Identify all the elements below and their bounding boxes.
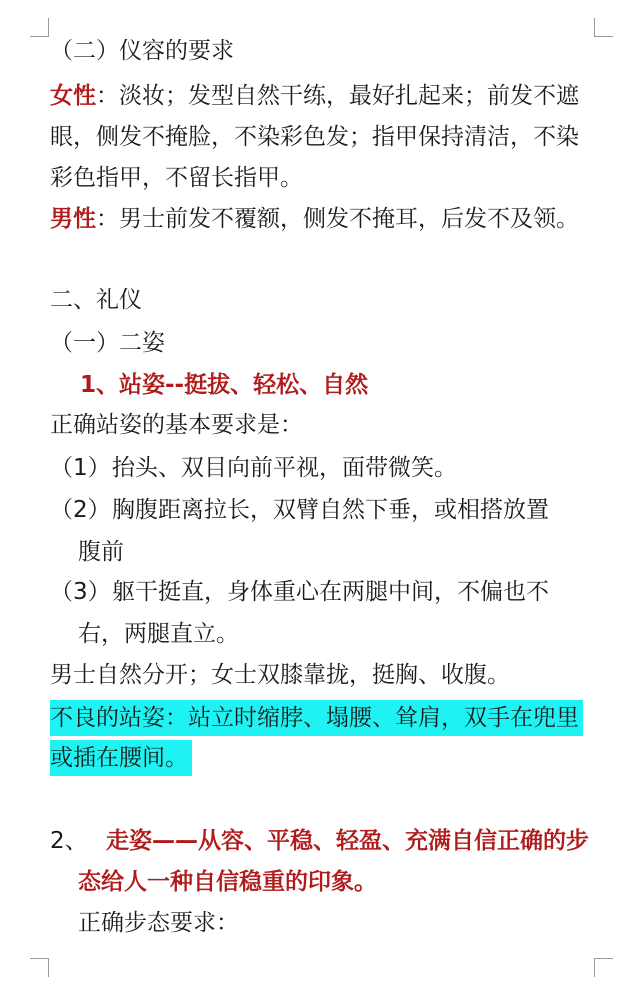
female-line-1 xyxy=(50,81,579,111)
list-item-1-text: 抬头、双目向前平视，面带微笑。 xyxy=(112,455,457,481)
bad-posture-highlight-1: 不良的站姿：站立时缩脖、塌腰、耸肩，双手在兜里 xyxy=(50,700,583,736)
crop-mark-bottom-left xyxy=(30,958,49,977)
list-item-3 xyxy=(50,577,549,607)
crop-mark-top-left xyxy=(30,18,49,37)
list-item-3-text: 躯干挺直，身体重心在两腿中间，不偏也不 xyxy=(112,579,549,605)
list-item-2 xyxy=(50,495,549,525)
bad-posture-line-1 xyxy=(50,700,583,730)
walking-heading-1: 走姿——从容、平稳、轻盈、充满自信正确的步 xyxy=(106,828,589,854)
male-label: 男性 xyxy=(50,206,96,232)
list-item-3-number: （3） xyxy=(50,579,111,605)
gender-stance-text: 男士自然分开；女士双膝靠拢，挺胸、收腹。 xyxy=(50,662,510,688)
walking-posture-line-1 xyxy=(50,826,589,856)
standing-intro: 正确站姿的基本要求是： xyxy=(50,412,303,438)
list-item-1-number: （1） xyxy=(50,455,111,481)
crop-mark-bottom-right xyxy=(594,958,613,977)
female-colon: ： xyxy=(96,83,119,109)
male-text: 男士前发不覆额，侧发不掩耳，后发不及领。 xyxy=(119,206,579,232)
female-label: 女性 xyxy=(50,83,96,109)
list-item-3-continuation: 右，两腿直立。 xyxy=(78,621,239,647)
crop-mark-top-right xyxy=(594,18,613,37)
section-heading-appearance: （二）仪容的要求 xyxy=(50,38,234,64)
bad-posture-highlight-2: 或插在腰间。 xyxy=(50,740,192,776)
chapter-heading-etiquette: 二、礼仪 xyxy=(50,287,142,313)
list-item-2-text: 胸腹距离拉长，双臂自然下垂，或相搭放置 xyxy=(112,497,549,523)
standing-posture-heading: 1、站姿--挺拔、轻松、自然 xyxy=(80,372,369,398)
walking-requirements-label: 正确步态要求： xyxy=(78,910,239,936)
walking-heading-2: 态给人一种自信稳重的印象。 xyxy=(78,869,377,895)
list-item-1 xyxy=(50,453,457,483)
subsection-heading-postures: （一）二姿 xyxy=(50,330,165,356)
list-item-2-number: （2） xyxy=(50,497,111,523)
female-line-3: 彩色指甲，不留长指甲。 xyxy=(50,165,303,191)
male-line xyxy=(50,204,579,234)
walking-number: 2、 xyxy=(50,828,88,854)
female-line-2: 眼，侧发不掩脸，不染彩色发；指甲保持清洁，不染 xyxy=(50,124,579,150)
male-colon: ： xyxy=(96,206,119,232)
female-text-1: 淡妆；发型自然干练，最好扎起来；前发不遮 xyxy=(119,83,579,109)
bad-posture-line-2 xyxy=(50,740,192,770)
list-item-2-continuation: 腹前 xyxy=(78,539,124,565)
